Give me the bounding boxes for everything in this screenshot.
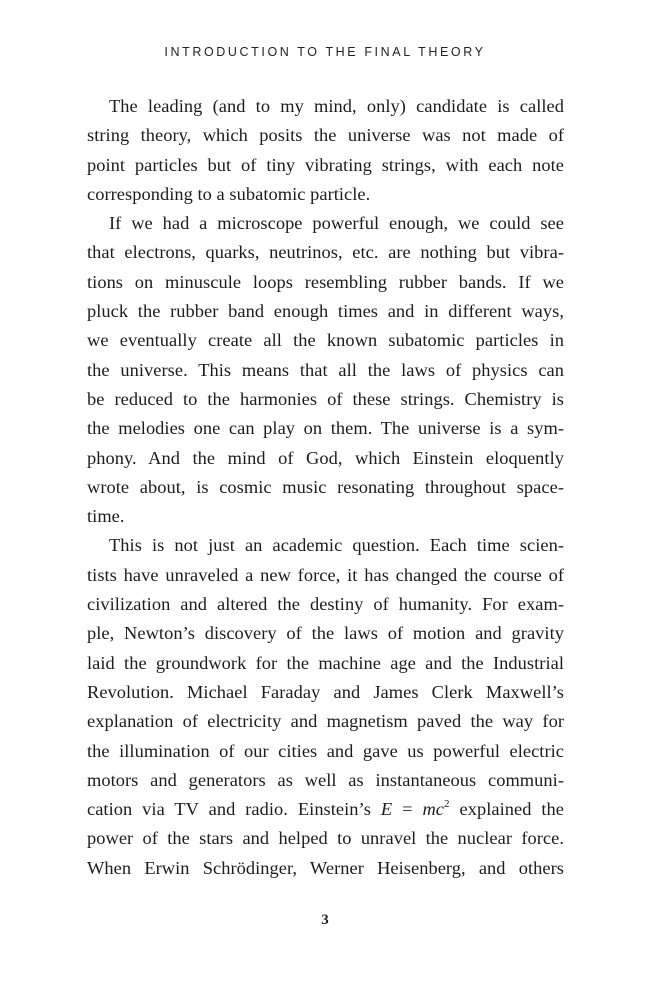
equation-symbol-e: E [380,799,393,820]
text-line: This is not just an academic question. Each time scien- [109,535,564,556]
text-line: time. [87,506,125,527]
text-line: The leading (and to my mind, only) candidate is called [109,96,564,116]
text-line: If we had a microscope powerful enough, we could see [109,213,564,234]
text-line: that electrons, quarks, neutrinos, etc. are nothing but vibra- [87,242,564,263]
text-line: be reduced to the harmonies of these strings. Chemistry is [87,388,564,409]
text-line: the illumination of our cities and gave us powerful electric [87,740,564,761]
page-number: 3 [321,912,329,928]
equation-symbol-mc: mc [422,799,444,820]
text-line: tists have unraveled a new force, it has changed the course of [87,564,564,585]
text-line: we eventually create all the known subatomic particles in [87,330,564,351]
text-line: motors and generators as well as instantaneous communi- [87,769,564,790]
text-line: wrote about, is cosmic music resonating throughout space- [87,476,564,497]
text-line: When Erwin Schrödinger, Werner Heisenberg, and others [87,857,564,878]
text-line: civilization and altered the destiny of humanity. For exam- [87,594,564,615]
text-line: Revolution. Michael Faraday and James Clerk Maxwell’s [87,681,564,702]
text-line: the universe. This means that all the laws of physics can [87,359,564,380]
text-line: string theory, which posits the universe was not made of [87,125,564,146]
running-head-title: INTRODUCTION TO THE FINAL THEORY [164,45,486,59]
body-text [87,92,564,883]
text-line: tions on minuscule loops resembling rubber bands. If we [87,271,564,292]
text-line: phony. And the mind of God, which Einstein eloquently [87,447,564,468]
equation-equals: = [392,799,423,820]
text-line: corresponding to a subatomic particle. [87,183,371,204]
equation-line-before: cation via TV and radio. Einstein’s [87,799,381,820]
equation-line [87,795,564,824]
text-line: ple, Newton’s discovery of the laws of motion and gravity [87,623,564,644]
text-line: explanation of electricity and magnetism paved the way for [87,711,564,732]
text-line: point particles but of tiny vibrating strings, with each note [87,154,564,175]
text-line: laid the groundwork for the machine age and the Industrial [87,652,564,673]
text-line: power of the stars and helped to unravel the nuclear force. [87,828,564,849]
equation-line-after: explained the [449,799,564,820]
text-line: the melodies one can play on them. The universe is a sym- [87,418,564,439]
equation-exponent: 2 [444,798,450,810]
text-line: pluck the rubber band enough times and in different ways, [87,301,564,322]
